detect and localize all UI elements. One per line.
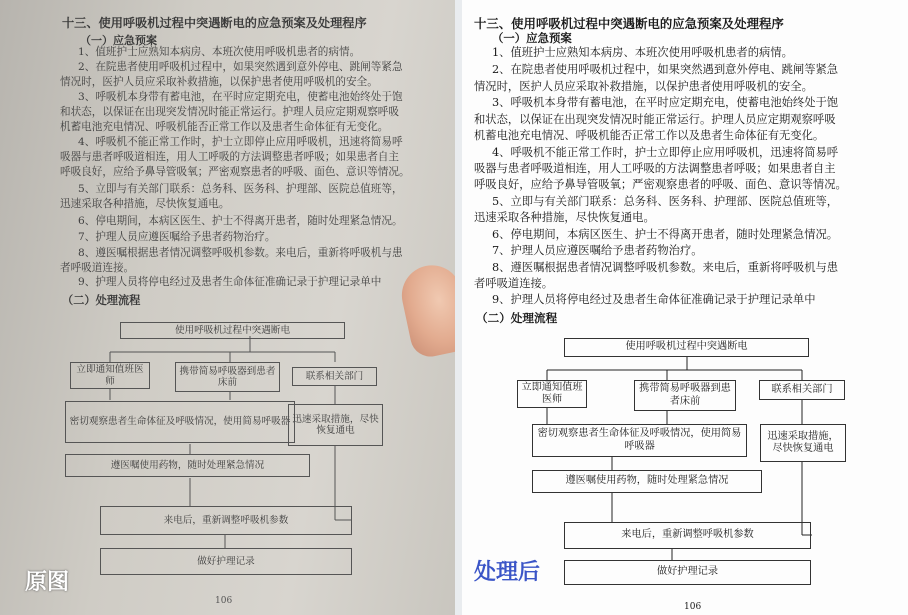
page-number: 106 (215, 596, 233, 606)
processed-label: 处理后 (474, 560, 541, 585)
flow-record-box: 做好护理记录 (100, 548, 352, 575)
paragraph-line: 3、呼吸机本身带有蓄电池，在平时应定期充电，使蓄电池始终处于饱 (78, 91, 403, 103)
paragraph-line: 4、呼吸机不能正常工作时，护士立即停止应用呼吸机，迅速将简易呼 (78, 136, 403, 148)
flow-restore-power-box: 迅速采取措施，尽快恢复通电 (760, 424, 846, 462)
doc-title: 十三、使用呼吸机过程中突遇断电的应急预案及处理程序 (474, 16, 784, 31)
flow-observe-box: 密切观察患者生命体征及呼吸情况，使用简易呼吸器 (532, 424, 747, 457)
paragraph-line: 迅速采取各种措施，尽快恢复通电。 (60, 198, 230, 210)
paragraph-line: 8、遵医嘱根据患者情况调整呼吸机参数。来电后，重新将呼吸机与患 (492, 261, 839, 274)
processed-panel (462, 0, 908, 615)
paragraph-line: 8、遵医嘱根据患者情况调整呼吸机参数。来电后，重新将呼吸机与患 (78, 247, 403, 259)
paragraph-line: 和状态，以保证在出现突发情况时能正常运行。护理人员应定期观察呼吸 (474, 113, 836, 126)
flow-observe-box: 密切观察患者生命体征及呼吸情况，使用简易呼吸器 (65, 401, 295, 443)
flow-bring-ambu-box: 携带简易呼吸器到患者床前 (634, 380, 736, 411)
paragraph-line: 7、护理人员应遵医嘱给予患者药物治疗。 (78, 231, 276, 243)
paragraph-line: 1、值班护士应熟知本病房、本班次使用呼吸机患者的病情。 (492, 46, 793, 59)
flow-contact-dept-box: 联系相关部门 (292, 367, 377, 386)
original-label: 原图 (25, 570, 70, 595)
paragraph-line: 机蓄电池充电情况、呼吸机能否正常工作以及患者生命体征有无变化。 (60, 121, 389, 133)
paragraph-line: 5、立即与有关部门联系：总务科、医务科、护理部、医院总值班等， (78, 183, 403, 195)
paragraph-line: 机蓄电池充电情况、呼吸机能否正常工作以及患者生命体征有无变化。 (474, 129, 825, 142)
section-process-flow: （二）处理流程 (62, 293, 141, 307)
flow-bring-ambu-box: 携带简易呼吸器到患者床前 (175, 362, 280, 392)
paragraph-line: 6、停电期间，本病区医生、护士不得离开患者，随时处理紧急情况。 (78, 215, 403, 227)
section-emergency-plan: （一）应急预案 (492, 31, 572, 45)
doc-title: 十三、使用呼吸机过程中突遇断电的应急预案及处理程序 (62, 16, 367, 30)
section-emergency-plan: （一）应急预案 (80, 34, 157, 47)
flow-start-box: 使用呼吸机过程中突遇断电 (564, 338, 809, 357)
paragraph-line: 情况时，医护人员应采取补救措施，以保护患者使用呼吸机的安全。 (474, 80, 813, 93)
flow-medication-box: 遵医嘱使用药物，随时处理紧急情况 (65, 454, 310, 477)
section-process-flow: （二）处理流程 (476, 311, 558, 325)
flow-contact-dept-box: 联系相关部门 (759, 380, 845, 400)
paragraph-line: 情况时，医护人员应采取补救措施，以保护患者使用呼吸机的安全。 (60, 76, 378, 88)
paragraph-line: 2、在院患者使用呼吸机过程中，如果突然遇到意外停电、跳闸等紧急 (78, 61, 403, 73)
paragraph-line: 9、护理人员将停电经过及患者生命体征准确记录于护理记录单中 (492, 293, 816, 306)
paragraph-line: 2、在院患者使用呼吸机过程中，如果突然遇到意外停电、跳闸等紧急 (492, 63, 839, 76)
paragraph-line: 6、停电期间，本病区医生、护士不得离开患者，随时处理紧急情况。 (492, 228, 839, 241)
paragraph-line: 呼吸良好，应给予鼻导管吸氧；严密观察患者的呼吸、面色、意识等情况。 (60, 166, 410, 178)
flow-readjust-box: 来电后，重新调整呼吸机参数 (564, 522, 811, 549)
flow-readjust-box: 来电后，重新调整呼吸机参数 (100, 506, 352, 535)
flow-notify-doctor-box: 立即通知值班医师 (517, 380, 587, 408)
paragraph-line: 迅速采取各种措施，尽快恢复通电。 (474, 211, 655, 224)
paragraph-line: 5、立即与有关部门联系：总务科、医务科、护理部、医院总值班等， (492, 195, 839, 208)
paragraph-line: 者呼吸道连接。 (474, 277, 554, 290)
paragraph-line: 吸器与患者呼吸道相连，用人工呼吸的方法调整患者呼吸；如果患者自主 (60, 151, 399, 163)
flow-restore-power-box: 迅速采取措施，尽快恢复通电 (288, 404, 383, 446)
paragraph-line: 呼吸良好，应给予鼻导管吸氧；严密观察患者的呼吸、面色、意识等情况。 (474, 178, 847, 191)
paragraph-line: 9、护理人员将停电经过及患者生命体征准确记录于护理记录单中 (78, 276, 382, 288)
panel-divider (455, 0, 462, 615)
paragraph-line: 7、护理人员应遵医嘱给予患者药物治疗。 (492, 244, 703, 257)
flow-record-box: 做好护理记录 (564, 560, 811, 585)
flow-medication-box: 遵医嘱使用药物，随时处理紧急情况 (532, 470, 762, 493)
flow-start-box: 使用呼吸机过程中突遇断电 (120, 322, 345, 339)
paragraph-line: 和状态，以保证在出现突发情况时能正常运行。护理人员应定期观察呼吸 (60, 106, 399, 118)
flow-notify-doctor-box: 立即通知值班医师 (70, 362, 150, 389)
paragraph-line: 3、呼吸机本身带有蓄电池，在平时应定期充电，使蓄电池始终处于饱 (492, 96, 839, 109)
paragraph-line: 1、值班护士应熟知本病房、本班次使用呼吸机患者的病情。 (78, 46, 361, 58)
processed-page (462, 0, 908, 615)
paragraph-line: 者呼吸道连接。 (60, 262, 135, 274)
page-number: 106 (684, 602, 702, 612)
paragraph-line: 4、呼吸机不能正常工作时，护士立即停止应用呼吸机，迅速将简易呼 (492, 146, 839, 159)
flowchart (462, 0, 908, 615)
paragraph-line: 吸器与患者呼吸道相连，用人工呼吸的方法调整患者呼吸；如果患者自主 (474, 162, 836, 175)
